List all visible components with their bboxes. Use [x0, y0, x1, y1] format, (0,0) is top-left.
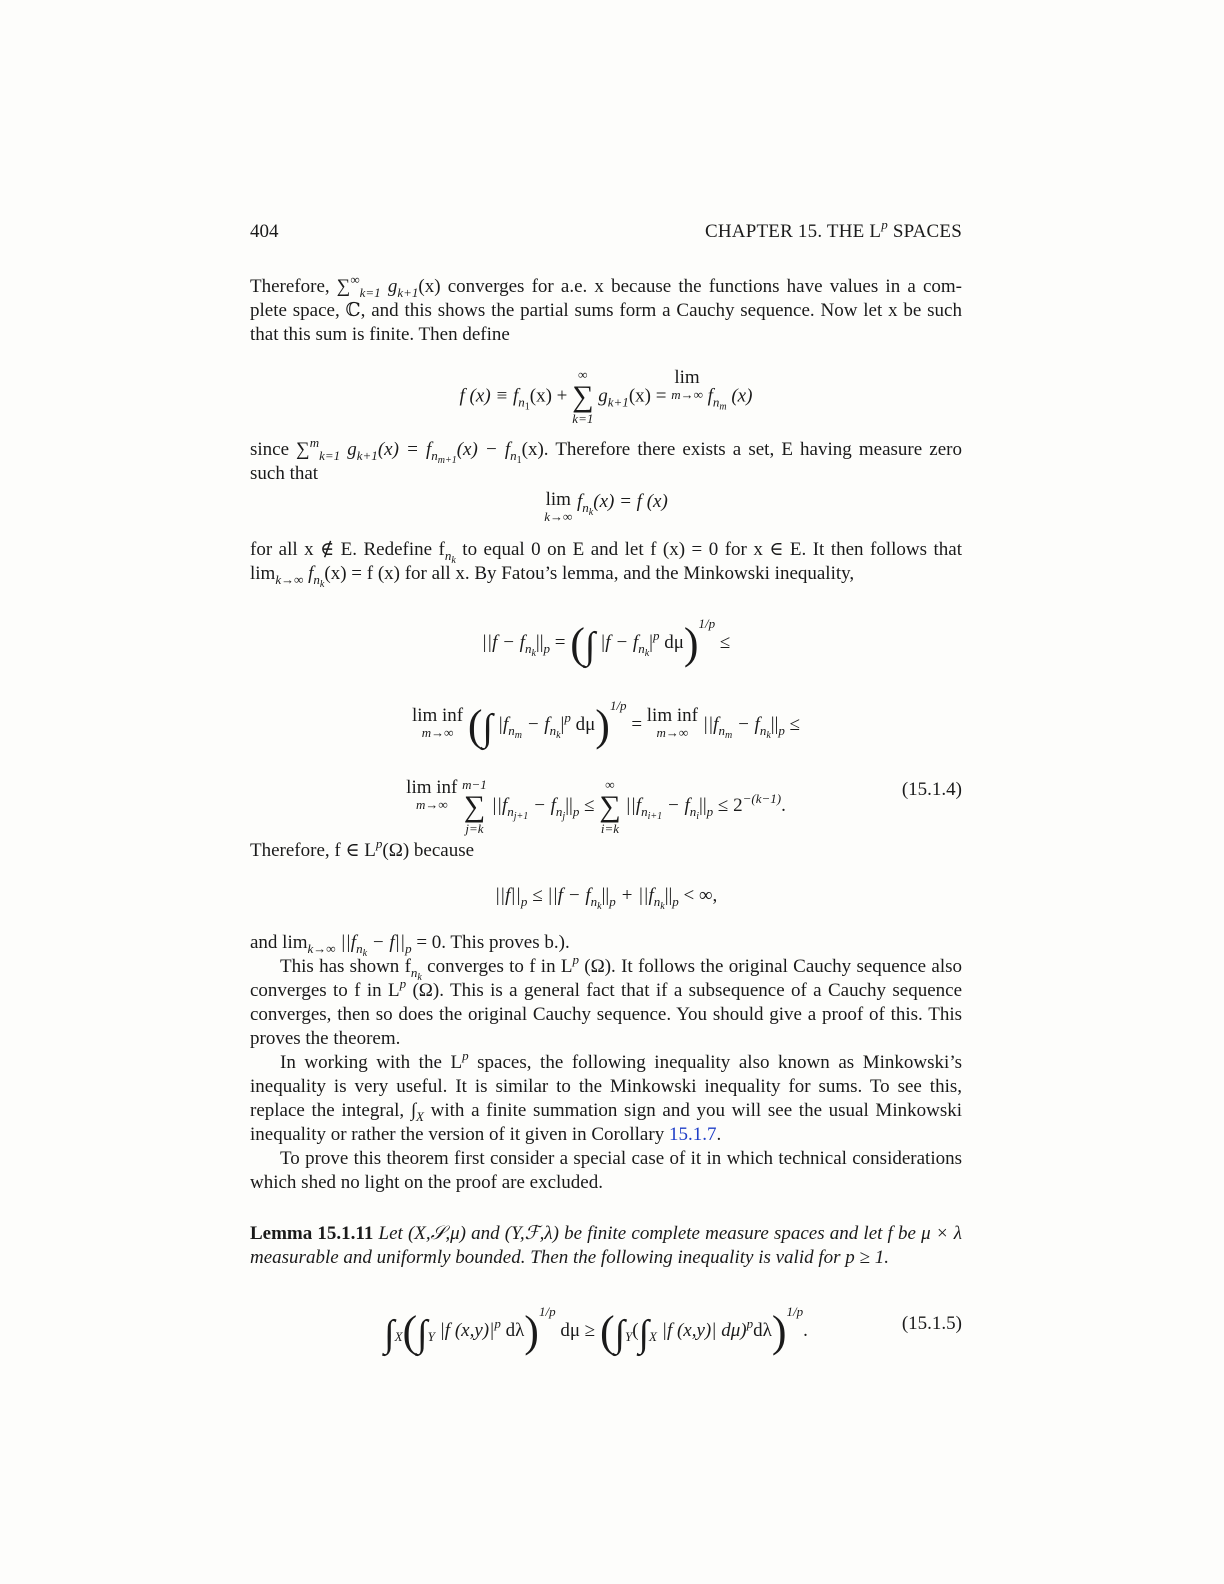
paragraph-since: since ∑$^m_{k=1}$ $g_{k+1}(x) = f_{nm+1}(x) - f_{n1}(x)$. Therefore there exists a set, E having measure zero such that	[250, 435, 962, 484]
equation-norm-2: lim inf m→∞ (∫ $|f_{nm} - f_{nk}|^p$ dμ)$^{1/p}$ = lim inf m→∞ $||f_{nm} - f_{nk}||_p$ ≤	[411, 698, 801, 750]
equation-define-f: f $(x) \equiv f_{n1}(x)$ + ∞ ∑ k=1 $g_{k+1}(x) = \lim$ m→∞ $f_{nm}$ (x)	[459, 367, 753, 426]
equation-number-15-1-4: (15.1.4)	[901, 779, 962, 800]
running-header	[250, 217, 962, 244]
lemma-label: Lemma 15.1.11	[250, 1223, 374, 1244]
equation-15-1-4: lim inf m→∞ m−1 ∑ j=k $||f_{nj+1} - f_{nj}||_p$ ≤ ∞ ∑ i=k $||f_{ni+1} - f_{ni}||_p \le 2^{-(k-1)}$. (15.1.4)	[406, 777, 962, 836]
equation-number-15-1-5: (15.1.5)	[901, 1313, 962, 1334]
equation-limit-fnk: lim k→∞ $f_{nk}(x) = f$ (x)	[544, 489, 668, 524]
paragraph-body: and $\lim_{k\to\infty} ||f_{nk} - f||_p = 0$. This proves b.). This has shown $f_{nk}$ converges to f in $L^p$ (Ω). It follows the original Cauchy sequence also converges to f in $L^p$ (Ω). This is a general fact that if a subsequence of a Cauchy sequence converges, then so does the original Cauchy sequence. You should give a proof of this. This proves the theorem. In working with the $L^p$ spaces, the following inequality also known as Minkowski’s inequality is very useful. It is similar to the Minkowski inequality for sums. To see this, replace the integral, $\int_X$ with a finite summation sign and you will see the usual Minkowski inequality or rather the version of it given in Corollary 15.1.7. To prove this theorem first consider a special case of it in which technical considerations which shed no light on the proof are excluded.	[250, 932, 962, 1193]
equation-finite-norm: $||f||_p \le ||f - f_{nk}||_p + ||f_{nk}||_p$ < ∞,	[494, 885, 718, 912]
paragraph-therefore-lp: Therefore, f ∈ $L^p(\Omega)$ because	[250, 836, 475, 861]
paragraph-redefine: for all x ∉ E. Redefine $f_{nk}$ to equal 0 on E and let f (x) = 0 for x ∈ E. It then follows that $\lim_{k\to\infty} f_{nk}(x) = f$ (x) for all x. By Fatou’s lemma, and the Minkowski inequality,	[250, 539, 962, 590]
corollary-link[interactable]: 15.1.7	[668, 1124, 717, 1145]
page-number: 404	[250, 221, 279, 242]
lemma-15-1-11: Lemma 15.1.11 Let (X,𝒮,μ) and (Y,ℱ,λ) be finite complete measure spaces and let f be μ × λ measurable and uniformly bounded. Then the following inequality is valid for p ≥ 1.	[250, 1223, 962, 1268]
equation-norm-1: $||f - f_{nk}||_p$ = (∫ $|f - f_{nk}|^p$ dμ)$^{1/p}$ ≤	[481, 616, 731, 668]
equation-15-1-5: $\int_X(\int_Y$ |f $(x,y)|^p$ dλ)$^{1/p}$ $d\mu \ge (\int_Y(\int_X$ |f (x,y)| dμ)$^p$dλ)$^{1/p}$. (15.1.5)	[384, 1304, 962, 1356]
paragraph-cauchy: Therefore, $\sum^\infty_{k=1}$ $g_{k+1}(x)$ converges for a.e. x because the functions have values in a com-plete space, ℂ, and this shows the partial sums form a Cauchy sequence. Now let x be such that this sum is finite. Then define	[250, 272, 963, 345]
chapter-title: CHAPTER 15. THE $L^p$ SPACES	[705, 217, 962, 242]
